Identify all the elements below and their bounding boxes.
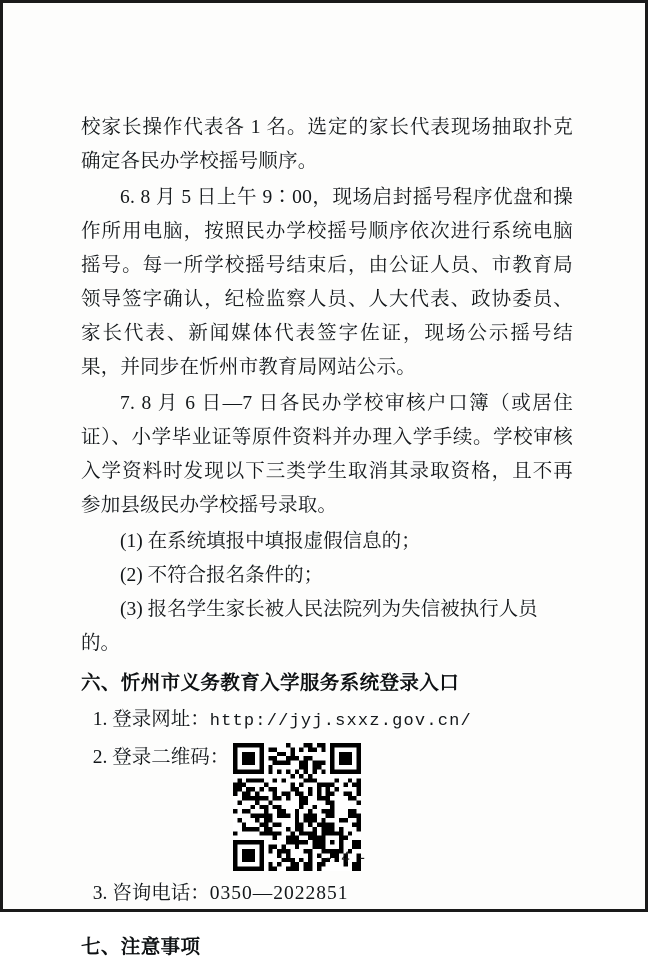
consult-phone-number: 0350—2022851 [209, 883, 349, 904]
page-number: - 4 - [326, 849, 368, 866]
consult-phone-label: 3. 咨询电话： [92, 883, 210, 904]
login-url-label: 1. 登录网址： [92, 709, 210, 730]
sub-item-3: (3) 报名学生家长被人民法院列为失信被执行人员的。 [81, 599, 538, 654]
paragraph-item-6: 6. 8 月 5 日上午 9∶00，现场启封摇号程序优盘和操作所用电脑，按照民办学校摇号顺序依次进行系统电脑摇号。每一所学校摇号结束后，由公证人员、市教育局领导签字确认，纪检监察人员、人大代表、政协委员、家长代表、新闻媒体代表签字佐证，现场公示摇号结果，并同步在忻州市教育局网站公示。 [81, 187, 573, 378]
paragraph-item-7: 7. 8 月 6 日—7 日各民办学校审核户口簿（或居住证）、小学毕业证等原件资料并办理入学手续。学校审核入学资料时发现以下三类学生取消其录取资格，且不再参加县级民办学校摇号录取。 [81, 393, 573, 516]
page-content [3, 3, 645, 958]
login-url-value[interactable]: http://jyj.sxxz.gov.cn/ [209, 712, 472, 731]
section-heading-six: 六、忻州市义务教育入学服务系统登录入口 [81, 673, 460, 694]
sub-item-2: (2) 不符合报名条件的； [120, 565, 324, 586]
qr-code-label: 2. 登录二维码： [92, 747, 230, 768]
login-url-line [81, 703, 573, 739]
consult-phone-line [81, 877, 573, 911]
paragraph-continuation: 校家长操作代表各 1 名。选定的家长代表现场抽取扑克确定各民办学校摇号顺序。 [81, 117, 573, 172]
section-heading-seven: 七、注意事项 [81, 936, 201, 958]
sub-item-1: (1) 在系统填报中填报虚假信息的； [120, 531, 421, 552]
